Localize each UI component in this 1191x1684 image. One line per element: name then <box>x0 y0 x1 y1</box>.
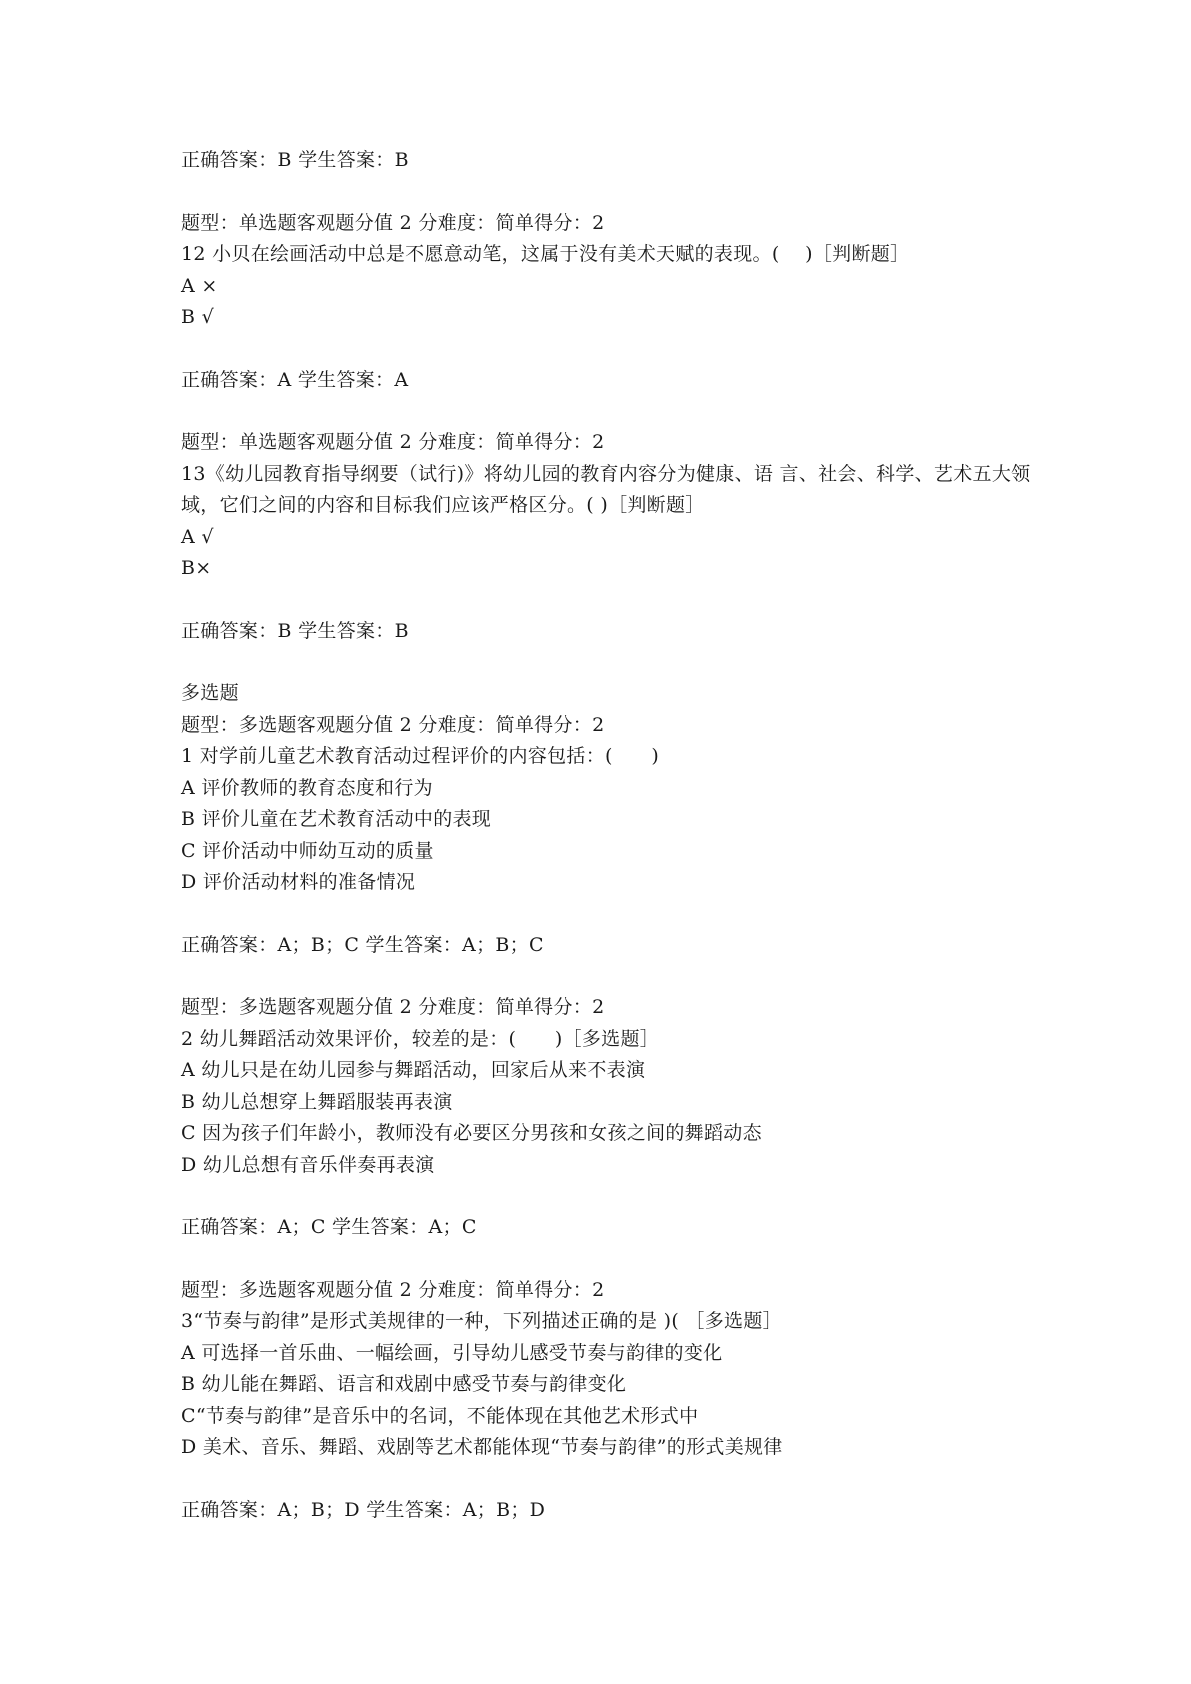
answer-line: 正确答案：A；B；C 学生答案：A；B；C <box>181 933 544 956</box>
option-b: B √ <box>181 306 215 328</box>
answer-line: 正确答案：A；C 学生答案：A；C <box>181 1216 477 1238</box>
option-d: D 幼儿总想有音乐伴奏再表演 <box>181 1153 435 1176</box>
option-d: D 美术、音乐、舞蹈、戏剧等艺术都能体现“节奏与韵律”的形式美规律 <box>181 1436 783 1458</box>
option-c: C“节奏与韵律”是音乐中的名词，不能体现在其他艺术形式中 <box>181 1404 699 1427</box>
option-a: A √ <box>181 525 214 548</box>
question-meta: 题型：多选题客观题分值 2 分难度：简单得分：2 <box>181 996 605 1018</box>
question-meta: 题型：多选题客观题分值 2 分难度：简单得分：2 <box>181 1278 605 1301</box>
question-block-13 <box>181 427 1061 647</box>
question-meta: 题型：单选题客观题分值 2 分难度：简单得分：2 <box>181 431 605 453</box>
option-a: A 可选择一首乐曲、一幅绘画，引导幼儿感受节奏与韵律的变化 <box>181 1341 723 1364</box>
question-text: 13《幼儿园教育指导纲要（试行)》将幼儿园的教育内容分为健康、语 言、社会、科学、艺术五大领域，它们之间的内容和目标我们应该严格区分。( )［判断题］ <box>181 462 1031 516</box>
question-meta: 题型：单选题客观题分值 2 分难度：简单得分：2 <box>181 211 605 234</box>
question-block-m1 <box>181 678 1061 961</box>
question-text: 2 幼儿舞蹈活动效果评价，较差的是：( )［多选题］ <box>181 1027 660 1050</box>
question-meta: 题型：多选题客观题分值 2 分难度：简单得分：2 <box>181 713 605 736</box>
question-text: 3“节奏与韵律”是形式美规律的一种，下列描述正确的是 )( ［多选题］ <box>181 1310 782 1332</box>
question-text: 12 小贝在绘画活动中总是不愿意动笔，这属于没有美术天赋的表现。( )［判断题］ <box>181 243 910 265</box>
option-c: C 评价活动中师幼互动的质量 <box>181 839 434 862</box>
question-block-m2 <box>181 992 1061 1244</box>
document-page <box>181 145 1061 1526</box>
option-d: D 评价活动材料的准备情况 <box>181 871 416 893</box>
question-block-m3 <box>181 1275 1061 1527</box>
question-block-12 <box>181 208 1061 397</box>
option-a: A 评价教师的教育态度和行为 <box>181 776 433 799</box>
option-b: B 幼儿总想穿上舞蹈服装再表演 <box>181 1090 453 1113</box>
answer-line: 正确答案：A；B；D 学生答案：A；B；D <box>181 1498 546 1521</box>
answer-block <box>181 145 1061 177</box>
answer-line: 正确答案：A 学生答案：A <box>181 368 409 391</box>
option-b: B 幼儿能在舞蹈、语言和戏剧中感受节奏与韵律变化 <box>181 1373 627 1395</box>
option-b: B 评价儿童在艺术教育活动中的表现 <box>181 808 492 830</box>
answer-line: 正确答案：B 学生答案：B <box>181 619 409 642</box>
option-c: C 因为孩子们年龄小，教师没有必要区分男孩和女孩之间的舞蹈动态 <box>181 1122 762 1144</box>
section-heading: 多选题 <box>181 682 239 704</box>
option-a: A × <box>181 274 218 297</box>
question-text: 1 对学前儿童艺术教育活动过程评价的内容包括：( ) <box>181 745 660 767</box>
option-b: B× <box>181 557 212 579</box>
option-a: A 幼儿只是在幼儿园参与舞蹈活动，回家后从来不表演 <box>181 1059 646 1081</box>
answer-line: 正确答案：B 学生答案：B <box>181 149 409 171</box>
